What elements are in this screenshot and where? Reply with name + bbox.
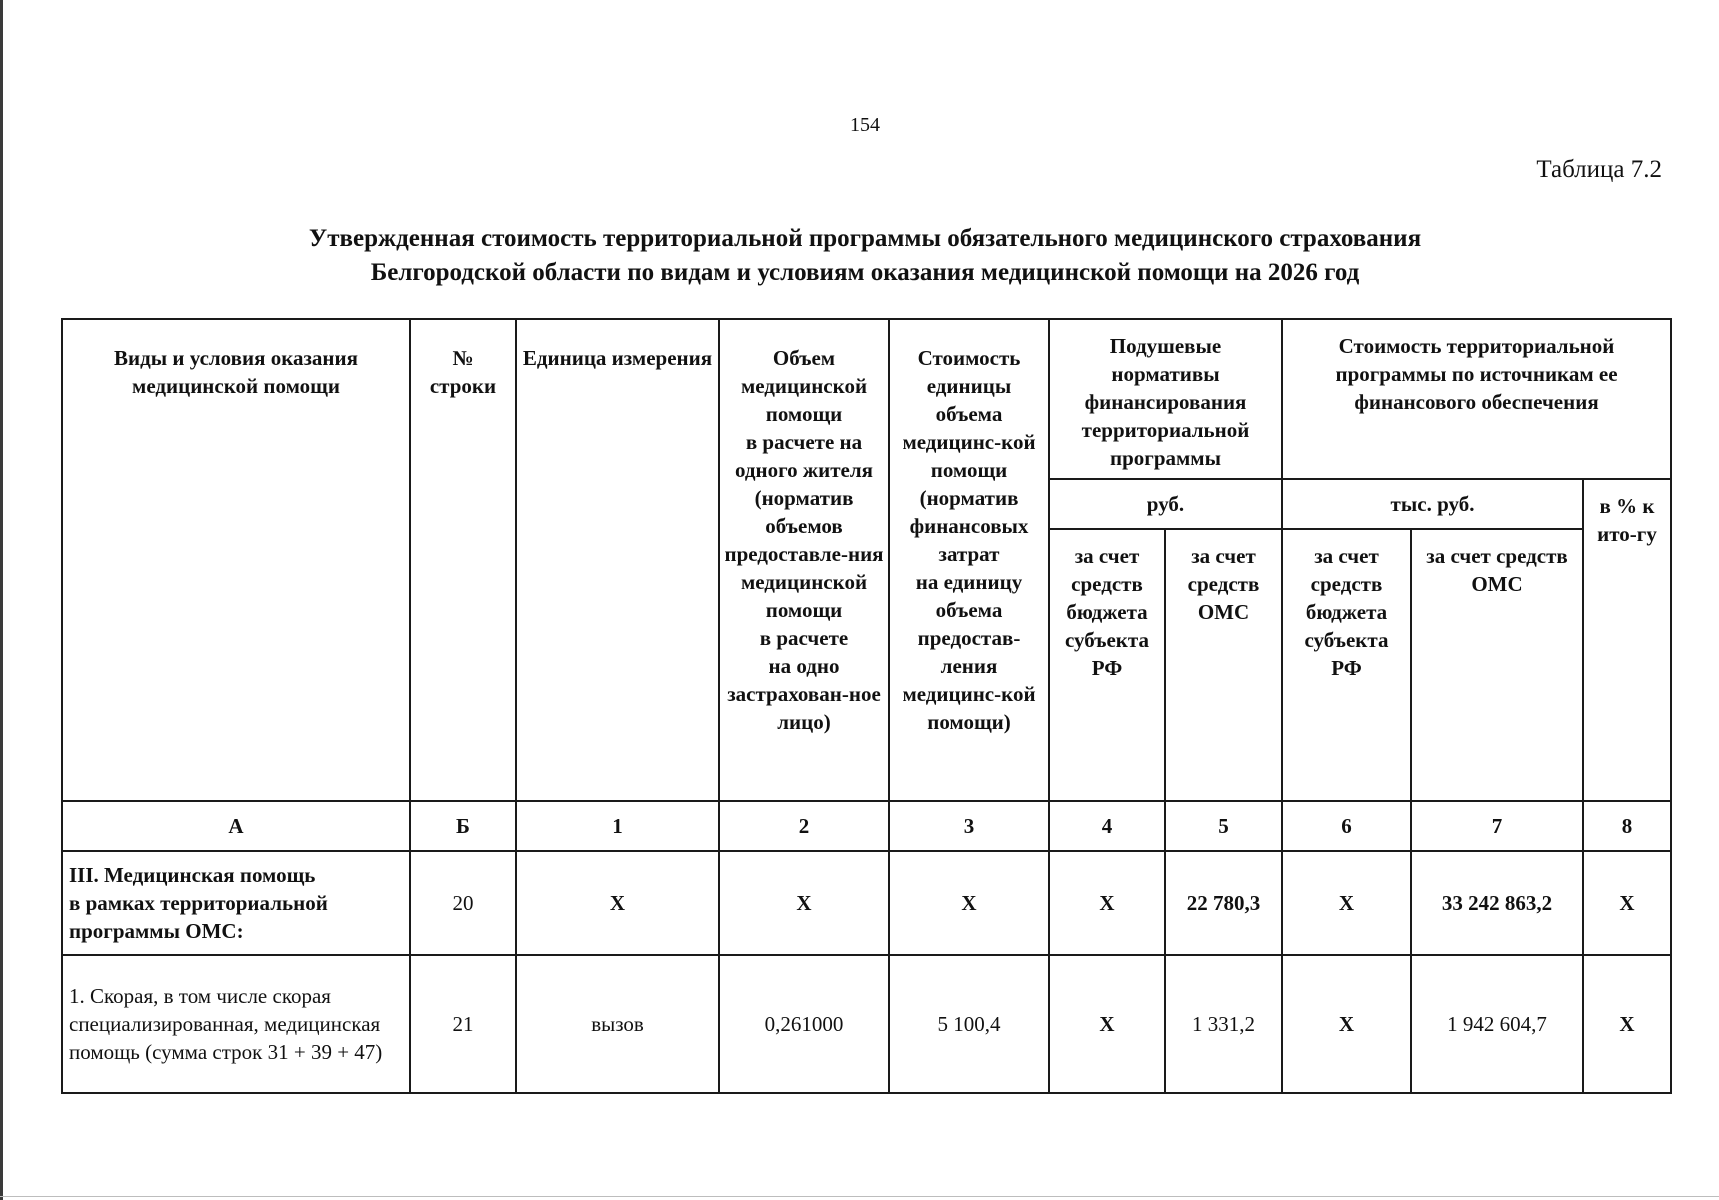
header-volume: Объем медицинской помощи в расчете на одного жителя (норматив объемов предоставле-ния медицинской помощи в расчете на одно застрахован-ное лицо) bbox=[719, 319, 889, 801]
row-budget-thous: Х bbox=[1282, 955, 1411, 1093]
column-index: А bbox=[62, 801, 410, 851]
scan-edge-left bbox=[0, 0, 3, 1200]
title-line-2: Белгородской области по видам и условиям оказания медицинской помощи на 2026 год bbox=[370, 259, 1360, 286]
row-number: 20 bbox=[410, 851, 516, 955]
row-unit: вызов bbox=[516, 955, 719, 1093]
column-index: 6 bbox=[1282, 801, 1411, 851]
header-thous-rub: тыс. руб. bbox=[1282, 479, 1583, 529]
header-kind: Виды и условия оказания медицинской помощи bbox=[62, 319, 410, 801]
row-name: 1. Скорая, в том числе скорая специализированная, медицинская помощь (сумма строк 31 + 39 + 47) bbox=[62, 955, 410, 1093]
row-budget-rub: Х bbox=[1049, 955, 1165, 1093]
row-oms-rub: 22 780,3 bbox=[1165, 851, 1282, 955]
row-unit-cost: 5 100,4 bbox=[889, 955, 1049, 1093]
document-title bbox=[0, 222, 1719, 290]
header-unit: Единица измерения bbox=[516, 319, 719, 801]
row-budget-rub: Х bbox=[1049, 851, 1165, 955]
page-number: 154 bbox=[850, 114, 880, 136]
row-volume: 0,261000 bbox=[719, 955, 889, 1093]
column-index: 1 bbox=[516, 801, 719, 851]
header-budget-thous: за счет средств бюджета субъекта РФ bbox=[1282, 529, 1411, 801]
row-budget-thous: Х bbox=[1282, 851, 1411, 955]
row-oms-thous: 1 942 604,7 bbox=[1411, 955, 1583, 1093]
header-rub: руб. bbox=[1049, 479, 1282, 529]
column-index: 5 bbox=[1165, 801, 1282, 851]
row-percent: Х bbox=[1583, 851, 1671, 955]
row-unit-cost: Х bbox=[889, 851, 1049, 955]
cost-table bbox=[61, 318, 1672, 1094]
row-oms-thous: 33 242 863,2 bbox=[1411, 851, 1583, 955]
row-name: III. Медицинская помощь в рамках территориальной программы ОМС: bbox=[62, 851, 410, 955]
table-label: Таблица 7.2 bbox=[1536, 156, 1662, 183]
header-oms-rub: за счет средств ОМС bbox=[1165, 529, 1282, 801]
column-index: 4 bbox=[1049, 801, 1165, 851]
header-per-capita: Подушевые нормативы финансирования территориальной программы bbox=[1049, 319, 1282, 479]
table-row bbox=[62, 851, 1671, 955]
header-percent: в % к ито-гу bbox=[1583, 479, 1671, 801]
row-oms-rub: 1 331,2 bbox=[1165, 955, 1282, 1093]
header-program-cost: Стоимость территориальной программы по источникам ее финансового обеспечения bbox=[1282, 319, 1671, 479]
header-unit-cost: Стоимость единицы объема медицинс-кой помощи (норматив финансовых затрат на единицу объема предостав-ления медицинс-кой помощи) bbox=[889, 319, 1049, 801]
table-row bbox=[62, 955, 1671, 1093]
column-index: 7 bbox=[1411, 801, 1583, 851]
row-volume: Х bbox=[719, 851, 889, 955]
column-index: 3 bbox=[889, 801, 1049, 851]
row-unit: Х bbox=[516, 851, 719, 955]
column-index: 8 bbox=[1583, 801, 1671, 851]
column-index: Б bbox=[410, 801, 516, 851]
row-percent: Х bbox=[1583, 955, 1671, 1093]
column-index: 2 bbox=[719, 801, 889, 851]
header-budget-rub: за счет средств бюджета субъекта РФ bbox=[1049, 529, 1165, 801]
scan-edge-bottom bbox=[0, 1196, 1719, 1197]
title-line-1: Утвержденная стоимость территориальной программы обязательного медицинского страхования bbox=[308, 225, 1422, 252]
header-row-no: № строки bbox=[410, 319, 516, 801]
header-oms-thous: за счет средств ОМС bbox=[1411, 529, 1583, 801]
row-number: 21 bbox=[410, 955, 516, 1093]
